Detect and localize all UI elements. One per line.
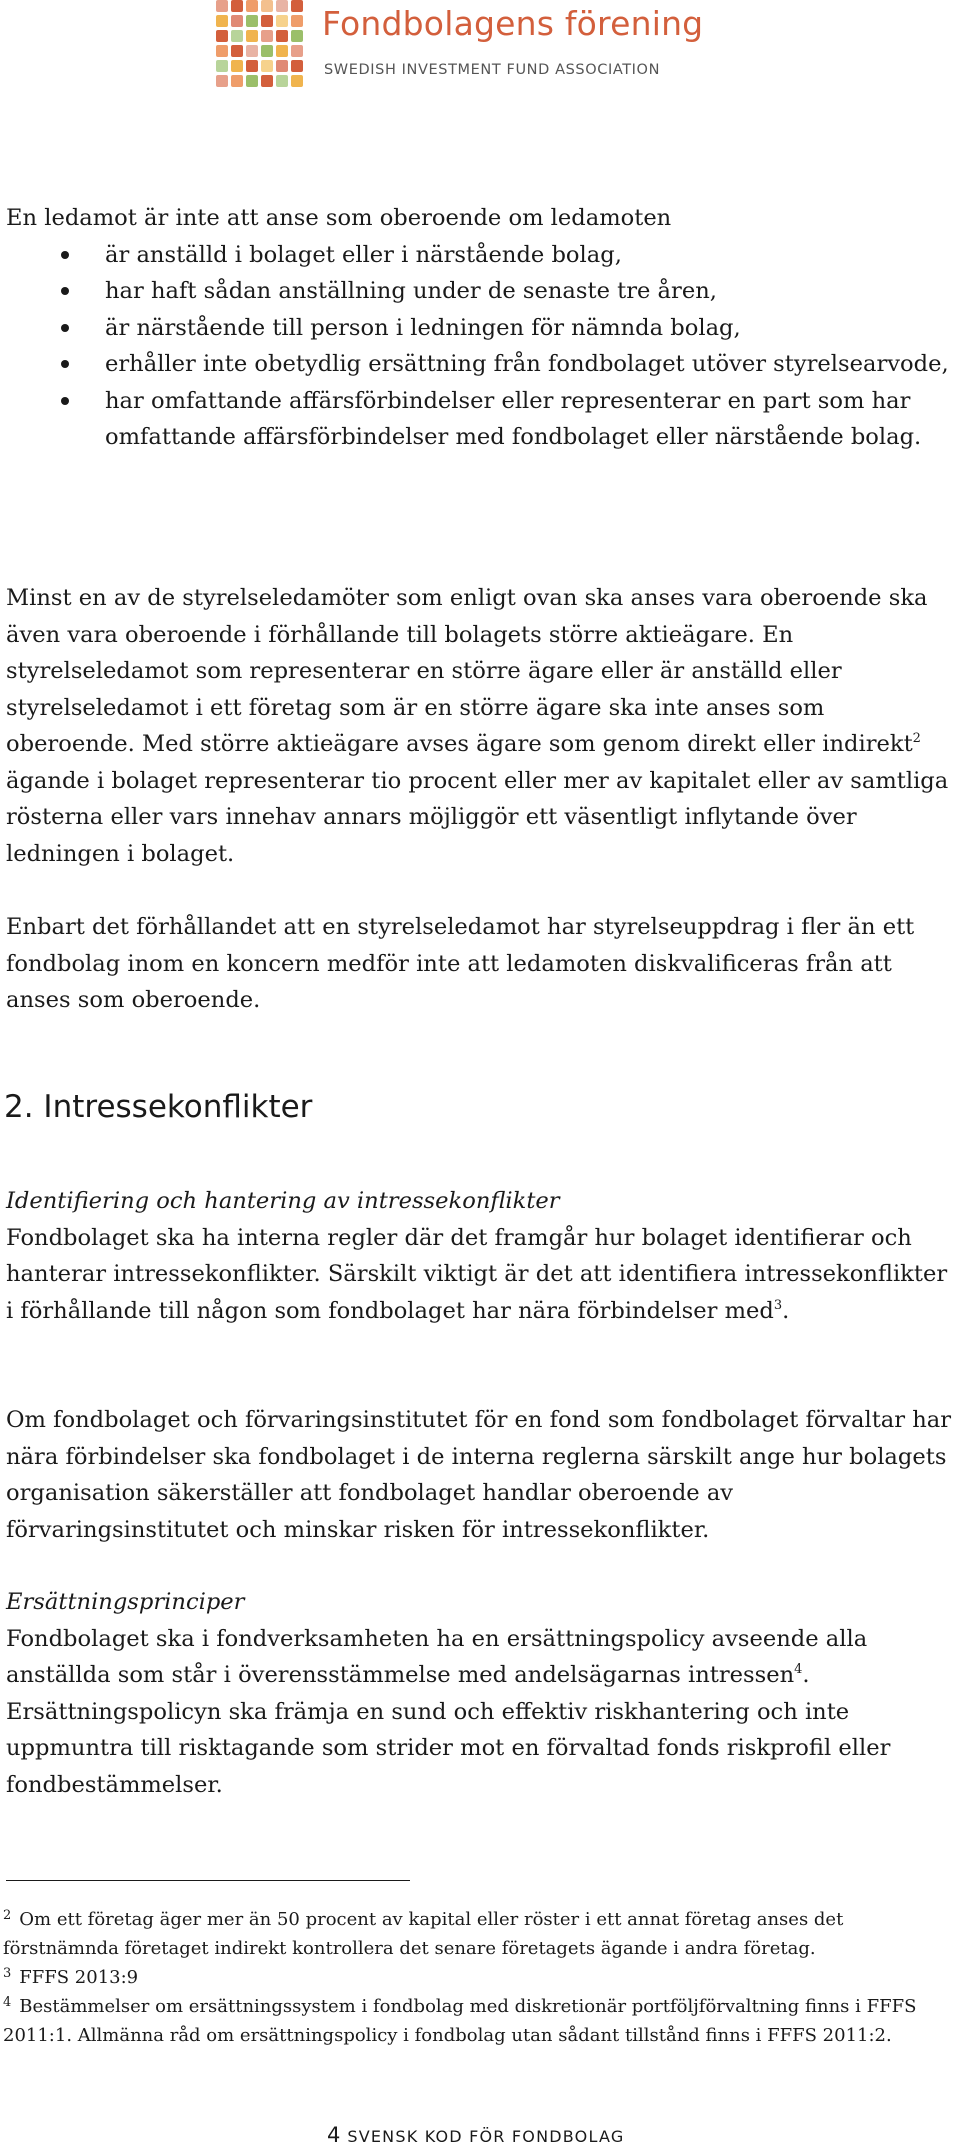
- paragraph-text: Minst en av de styrelseledamöter som enligt ovan ska anses vara oberoende ska även vara oberoende i förhållande till bolagets större aktieägare. En styrelseledamot som representerar en större ägare eller är anställd eller styrelseledamot i ett företag som är en större ägare ska inte anses som oberoende. Med större aktieägare avses ägare som genom direkt eller indirekt: [6, 585, 928, 757]
- footnote-divider: [6, 1880, 410, 1881]
- list-item: erhåller inte obetydlig ersättning från fondbolaget utöver styrelsearvode,: [6, 346, 956, 383]
- list-item: är anställd i bolaget eller i närstående bolag,: [6, 237, 956, 274]
- page-number: 4: [327, 2123, 341, 2147]
- paragraph-text: Enbart det förhållandet att en styrelseledamot har styrelseuppdrag i fler än ett fondbolag inom en koncern medför inte att ledamoten diskvalificeras från att anses som oberoende.: [6, 914, 915, 1013]
- paragraph-major-shareholders: [6, 580, 956, 872]
- list-item: är närstående till person i ledningen för nämnda bolag,: [6, 310, 956, 347]
- intro-lead: En ledamot är inte att anse som oberoende om ledamoten: [6, 205, 672, 231]
- footnote-number: 2: [3, 1908, 12, 1923]
- paragraph-group-boards: [6, 909, 956, 1019]
- criteria-list: [6, 237, 956, 456]
- footnote-4: [3, 1992, 955, 2050]
- paragraph-text: ägande i bolaget representerar tio procent eller mer av kapitalet eller av samtliga rösterna eller vars innehav annars möjliggör ett väsentligt inflytande över ledningen i bolaget.: [6, 767, 949, 867]
- paragraph-text: Fondbolaget ska ha interna regler där det framgår hur bolaget identifierar och hanterar intressekonflikter. Särskilt viktigt är det att identifiera intressekonflikter i förhållande till någon som fondbolaget har nära förbindelser med: [6, 1224, 948, 1324]
- list-item: har haft sådan anställning under de senaste tre åren,: [6, 273, 956, 310]
- footnote-text: FFFS 2013:9: [19, 1967, 139, 1988]
- footnote-text: Om ett företag äger mer än 50 procent av kapital eller röster i ett annat företag anses det förstnämnda företaget indirekt kontrollera det senare företagets ägande i andra företag.: [3, 1909, 844, 1959]
- logo-title: Fondbolagens förening: [322, 4, 704, 43]
- footnote-ref-2[interactable]: 2: [912, 731, 921, 746]
- footnote-3: [3, 1963, 955, 1992]
- subsection-remuneration: [6, 1584, 956, 1803]
- subsection-title: Ersättningsprinciper: [6, 1589, 245, 1615]
- subsection-conflicts: [6, 1183, 956, 1329]
- paragraph-text: .: [782, 1297, 790, 1324]
- paragraph-text: Om fondbolaget och förvaringsinstitutet för en fond som fondbolaget förvaltar har nära förbindelser ska fondbolaget i de interna reglerna särskilt ange hur bolagets organisation säkerställer att fondbolaget handlar oberoende av förvaringsinstitutet och minskar risken för intressekonflikter.: [6, 1407, 952, 1543]
- document-title-footer: SVENSK KOD FÖR FONDBOLAG: [347, 2127, 625, 2146]
- list-item: har omfattande affärsförbindelser eller representerar en part som har omfattande affärsförbindelser med fondbolaget eller närstående bolag.: [6, 383, 956, 456]
- subsection-title: Identifiering och hantering av intressekonflikter: [6, 1188, 560, 1214]
- footnote-number: 3: [3, 1966, 12, 1981]
- footnote-number: 4: [3, 1995, 12, 2010]
- section-heading: 2. Intressekonflikter: [4, 1089, 313, 1125]
- association-logo: [214, 0, 704, 92]
- paragraph-text: . Ersättningspolicyn ska främja en sund och effektiv riskhantering och inte uppmuntra till risktagande som strider mot en förvaltad fonds riskprofil eller fondbestämmelser.: [6, 1662, 891, 1798]
- logo-subtitle: SWEDISH INVESTMENT FUND ASSOCIATION: [324, 62, 661, 78]
- footnote-2: [3, 1905, 955, 1963]
- paragraph-text: Fondbolaget ska i fondverksamheten ha en ersättningspolicy avseende alla anställda som står i överensstämmelse med andelsägarnas intressen: [6, 1625, 868, 1688]
- footnote-text: Bestämmelser om ersättningssystem i fondbolag med diskretionär portföljförvaltning finns i FFFS 2011:1. Allmänna råd om ersättningspolicy i fondbolag utan sådant tillstånd finns i FFFS 2011:2.: [3, 1996, 917, 2046]
- independence-criteria: [6, 200, 956, 456]
- page-footer: [327, 2123, 624, 2147]
- footnotes: [3, 1905, 955, 2050]
- logo-mosaic-icon: [214, 0, 306, 92]
- footnote-ref-3[interactable]: 3: [773, 1297, 783, 1313]
- paragraph-depositary: [6, 1402, 956, 1548]
- footnote-ref-4[interactable]: 4: [794, 1662, 803, 1677]
